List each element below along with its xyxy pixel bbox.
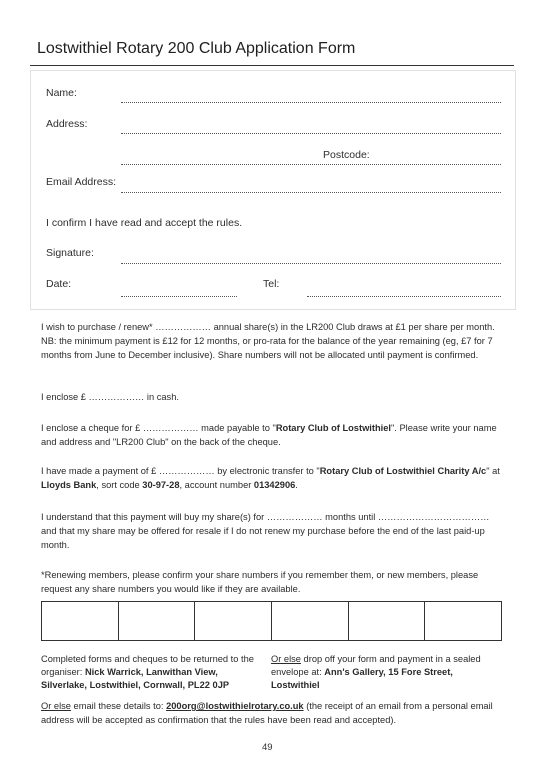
cash-paragraph: I enclose £ ……………… in cash. (41, 392, 179, 402)
address-field-1[interactable] (121, 133, 501, 134)
minimum-payment-note: NB: the minimum payment is £12 for 12 months, or pro-rata for the balance of the year remaining (eg, £7 for 7 months from June to December inclusive). Share numbers will not be allocated until payment is confirmed. (41, 335, 493, 360)
signature-label: Signature: (46, 247, 94, 259)
cheque-text-b: ". Please write your name and address and "LR200 Club" on the back of the cheque. (41, 423, 497, 447)
transfer-text-e: . (295, 479, 298, 490)
share-number-box[interactable] (425, 602, 501, 640)
share-numbers-paragraph: *Renewing members, please confirm your share numbers if you remember them, or new members, please request any share numbers you would like if they are available. (41, 570, 479, 594)
transfer-account-name: Rotary Club of Lostwithiel Charity A/c (319, 466, 487, 476)
transfer-sort-code: 30-97-28 (142, 479, 180, 490)
share-number-box[interactable] (42, 602, 119, 640)
transfer-text-d: , account number (179, 479, 254, 490)
purchase-paragraph (41, 321, 501, 362)
tel-field[interactable] (307, 296, 501, 297)
date-field[interactable] (121, 296, 237, 297)
transfer-paragraph (41, 465, 501, 493)
name-label: Name: (46, 87, 77, 99)
transfer-account-number: 01342906 (253, 479, 296, 490)
tel-label: Tel: (263, 278, 280, 290)
share-number-box[interactable] (349, 602, 426, 640)
details-frame (30, 70, 516, 310)
return-instructions (41, 653, 256, 692)
title-underline (30, 65, 514, 66)
cheque-text-a: I enclose a cheque for £ ……………… made payable to " (41, 423, 276, 433)
date-label: Date: (46, 278, 72, 290)
signature-field[interactable] (121, 263, 501, 264)
cheque-paragraph (41, 422, 501, 450)
email-field[interactable] (121, 192, 501, 193)
understanding-paragraph: I understand that this payment will buy my share(s) for ……………… months until ……………………………… and that my share may be offered for resale if I do not renew my purchase before the end of the last paid-up month. (41, 512, 490, 550)
postcode-label: Postcode: (323, 149, 370, 161)
purchase-text: I wish to purchase / renew* ……………… annual share(s) in the LR200 Club draws at £1 per share per month. (41, 322, 495, 332)
dropoff-instructions (271, 653, 496, 692)
name-field[interactable] (121, 102, 501, 103)
share-number-box[interactable] (272, 602, 349, 640)
confirm-rules-text: I confirm I have read and accept the rules. (46, 217, 243, 229)
page-number: 49 (262, 742, 273, 753)
transfer-text-c: , sort code (96, 479, 143, 490)
address-label: Address: (46, 118, 88, 130)
transfer-text-b: " at (486, 466, 500, 476)
gallery-address: Ann's Gallery, 15 Fore Street, Lostwithiel (271, 667, 453, 690)
share-number-box[interactable] (119, 602, 196, 640)
dropoff-text: drop off your form and payment in a sealed envelope at: (271, 654, 481, 677)
organiser-email-link[interactable]: 200org@lostwithielrotary.co.uk (166, 701, 304, 711)
or-else-label: Or else (271, 654, 301, 664)
form-title: Lostwithiel Rotary 200 Club Application Form (37, 40, 356, 57)
email-text-b: (the receipt of an email from a personal email address will be accepted as confirmation that the rules have been read and accepted). (41, 701, 493, 725)
organiser-address: Nick Warrick, Lanwithan View, Silverlake, Lostwithiel, Cornwall, PL22 0JP (41, 667, 230, 690)
transfer-text-a: I have made a payment of £ ……………… by electronic transfer to " (41, 466, 320, 476)
email-instructions (41, 700, 501, 728)
transfer-bank: Lloyds Bank (41, 479, 97, 490)
return-text: Completed forms and cheques to be returned to the organiser: (41, 654, 254, 677)
email-text-a: email these details to: (70, 701, 167, 711)
email-label: Email Address: (46, 176, 117, 188)
address-field-2[interactable] (121, 164, 501, 165)
or-else-email-label: Or else (41, 701, 71, 711)
share-numbers-grid (41, 601, 502, 641)
share-number-box[interactable] (195, 602, 272, 640)
cheque-payee: Rotary Club of Lostwithiel (275, 423, 391, 433)
